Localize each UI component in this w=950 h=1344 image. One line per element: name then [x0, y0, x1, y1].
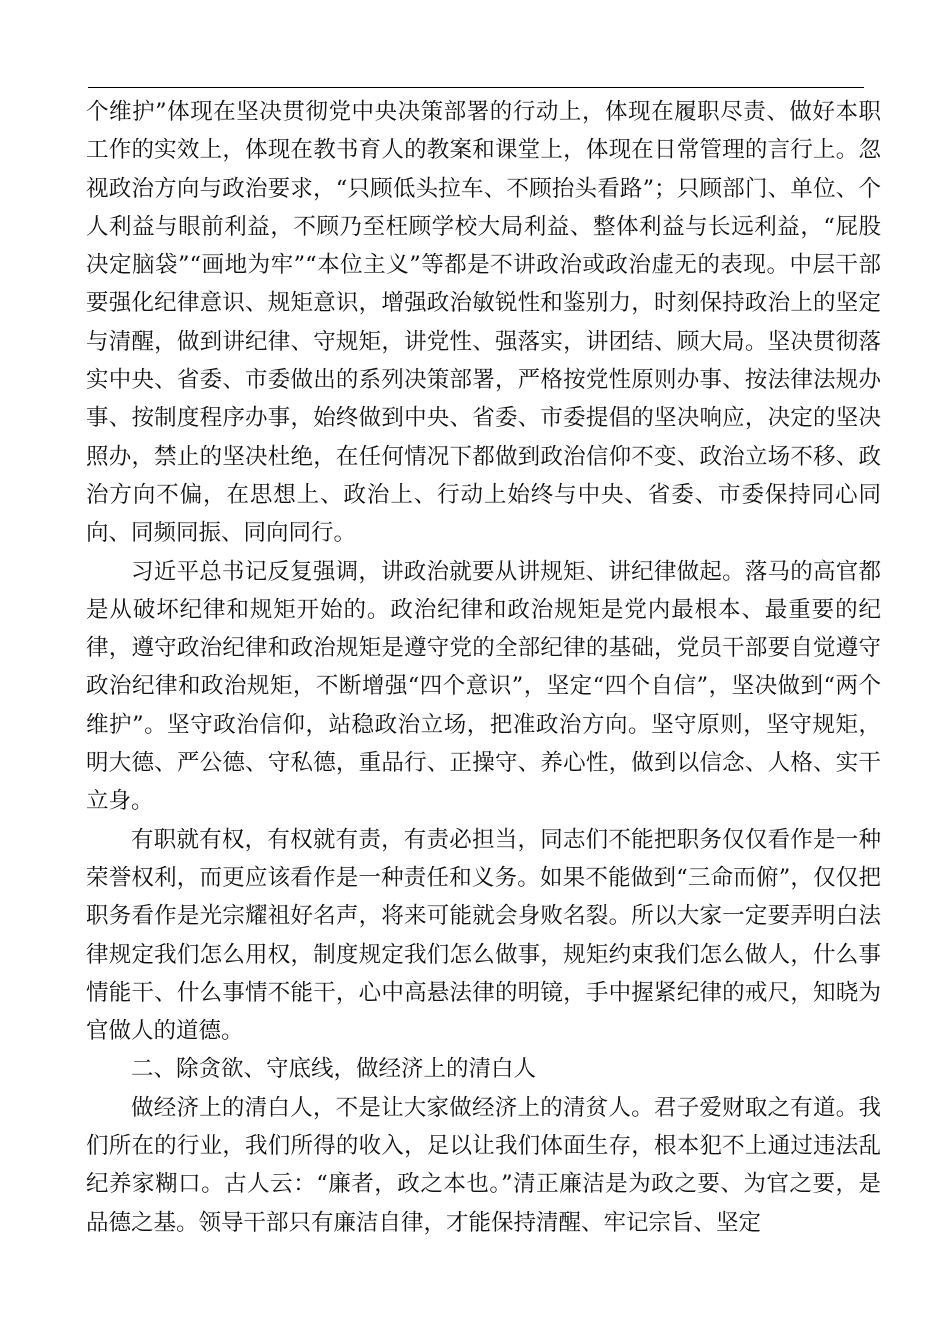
section-heading: 二、除贪欲、守底线，做经济上的清白人	[131, 1056, 537, 1083]
paragraph-4: 做经济上的清白人，不是让大家做经济上的清贫人。君子爱财取之有道。我们所在的行业，我们所得的收入，足以让我们体面生存，根本犯不上通过违法乱纪养家糊口。古人云：“廉者，政之本也。”清正廉洁是为政之要、为官之要，是品德之基。领导干部只有廉洁自律，才能保持清醒、牢记宗旨、坚定	[86, 1094, 881, 1236]
header-rule	[88, 87, 864, 88]
paragraph-3: 有职就有权，有权就有责，有责必担当，同志们不能把职务仅仅看作是一种荣誉权利，而更应该看作是一种责任和义务。如果不能做到“三命而俯”，仅仅把职务看作是光宗耀祖好名声，将来可能就会身败名裂。所以大家一定要弄明白法律规定我们怎么用权，制度规定我们怎么做事，规矩约束我们怎么做人，什么事情能干、什么事情不能干，心中高悬法律的明镜，手中握紧纪律的戒尺，知晓为官做人的道德。	[86, 826, 881, 1045]
document-body	[86, 93, 881, 1242]
paragraph-2: 习近平总书记反复强调，讲政治就要从讲规矩、讲纪律做起。落马的高官都是从破坏纪律和规矩开始的。政治纪律和政治规矩是党内最根本、最重要的纪律，遵守政治纪律和政治规矩是遵守党的全部纪律的基础，党员干部要自觉遵守政治纪律和政治规矩，不断增强“四个意识”，坚定“四个自信”，坚决做到“两个维护”。坚守政治信仰，站稳政治立场，把准政治方向。坚守原则，坚守规矩，明大德、严公德、守私德，重品行、正操守、养心性，做到以信念、人格、实干立身。	[86, 558, 881, 815]
paragraph-1: 个维护”体现在坚决贯彻党中央决策部署的行动上，体现在履职尽责、做好本职工作的实效上，体现在教书育人的教案和课堂上，体现在日常管理的言行上。忽视政治方向与政治要求，“只顾低头拉车、不顾抬头看路”；只顾部门、单位、个人利益与眼前利益，不顾乃至枉顾学校大局利益、整体利益与长远利益，“屁股决定脑袋”“画地为牢”“本位主义”等都是不讲政治或政治虚无的表现。中层干部要强化纪律意识、规矩意识，增强政治敏锐性和鉴别力，时刻保持政治上的坚定与清醒，做到讲纪律、守规矩，讲党性、强落实，讲团结、顾大局。坚决贯彻落实中央、省委、市委做出的系列决策部署，严格按党性原则办事、按法律法规办事、按制度程序办事，始终做到中央、省委、市委提倡的坚决响应，决定的坚决照办，禁止的坚决杜绝，在任何情况下都做到政治信仰不变、政治立场不移、政治方向不偏，在思想上、政治上、行动上始终与中央、省委、市委保持同心同向、同频同振、同向同行。	[86, 99, 881, 547]
